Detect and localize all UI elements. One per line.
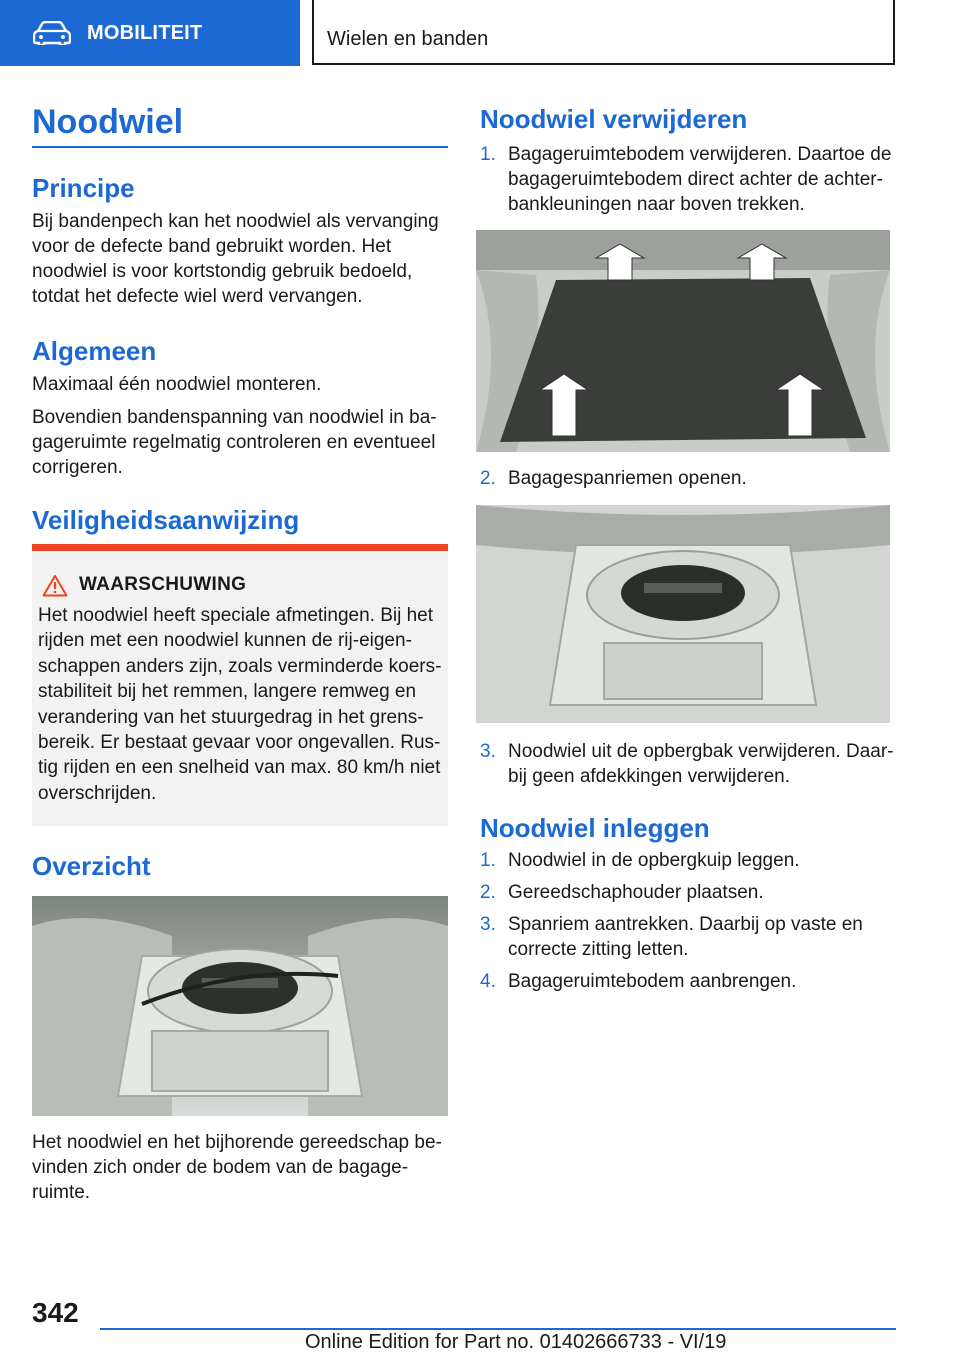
section-label: MOBILITEIT bbox=[87, 21, 203, 44]
warning-bar bbox=[32, 544, 448, 551]
warning-triangle-icon bbox=[42, 574, 68, 597]
step-number: 3. bbox=[480, 914, 496, 935]
overzicht-caption: Het noodwiel en het bijhorende gereedschap be-vinden zich onder de bodem van de bagage-ruimte. bbox=[32, 1132, 442, 1203]
step-text: Bagagespanriemen openen. bbox=[508, 468, 747, 489]
chapter-header bbox=[312, 0, 895, 65]
chapter-title: Wielen en banden bbox=[327, 28, 489, 50]
list-item bbox=[480, 848, 898, 873]
step-number: 2. bbox=[480, 882, 496, 903]
title-rule bbox=[32, 146, 448, 148]
step-text: Bagageruimtebodem aanbrengen. bbox=[508, 971, 797, 992]
list-item bbox=[480, 142, 898, 217]
verwijderen-step-list-a bbox=[480, 142, 898, 217]
step-number: 1. bbox=[480, 144, 496, 165]
warning-box bbox=[32, 544, 448, 826]
list-item bbox=[480, 912, 898, 962]
list-item bbox=[480, 880, 898, 905]
verwijderen-step-list-b bbox=[480, 466, 898, 491]
algemeen-text: Maximaal één noodwiel monteren. Bovendien bandenspanning van noodwiel in ba-gageruimte regelmatig controleren en eventueel corrigeren. bbox=[32, 374, 437, 478]
list-item bbox=[480, 466, 898, 491]
step-text: Gereedschaphouder plaatsen. bbox=[508, 882, 764, 903]
verwijderen-step-list-c bbox=[480, 739, 898, 789]
overzicht-heading: Overzicht bbox=[32, 851, 151, 881]
car-icon bbox=[33, 21, 71, 45]
inleggen-heading: Noodwiel inleggen bbox=[480, 813, 710, 843]
principe-text: Bij bandenpech kan het noodwiel als vervanging voor de defecte band gebruikt worden. Het noodwiel is voor kortstondig gebruik bedoeld, totdat het defecte wiel werd vervangen. bbox=[32, 211, 439, 307]
tie-down-straps-image bbox=[476, 505, 890, 723]
step-text: Noodwiel uit de opbergbak verwijderen. Daar-bij geen afdekkingen verwijderen. bbox=[508, 741, 894, 787]
step-text: Noodwiel in de opbergkuip leggen. bbox=[508, 850, 800, 871]
page-title: Noodwiel bbox=[32, 103, 184, 141]
spare-wheel-overview-image bbox=[32, 896, 448, 1116]
step-number: 2. bbox=[480, 468, 496, 489]
verwijderen-heading: Noodwiel verwijderen bbox=[480, 104, 748, 134]
step-text: Spanriem aantrekken. Daarbij op vaste en correcte zitting letten. bbox=[508, 914, 863, 960]
step-text: Bagageruimtebodem verwijderen. Daartoe de bagageruimtebodem direct achter de achter-bankleuningen naar boven trekken. bbox=[508, 144, 892, 215]
trunk-floor-image bbox=[476, 230, 890, 452]
step-number: 1. bbox=[480, 850, 496, 871]
algemeen-heading: Algemeen bbox=[32, 336, 157, 366]
veiligheid-heading: Veiligheidsaanwijzing bbox=[32, 505, 300, 535]
step-number: 3. bbox=[480, 741, 496, 762]
warning-text: Het noodwiel heeft speciale afmetingen. Bij het rijden met een noodwiel kunnen de rij-eigen-schappen anders zijn, zoals verminderde koers-stabiliteit bij het remmen, langere remweg en verandering van het stuurgedrag in het grens-bereik. Er bestaat gevaar voor ongevallen. Rus-tig rijden en een snelheid van max. 80 km/h niet overschrijden. bbox=[38, 605, 442, 804]
list-item bbox=[480, 969, 898, 994]
section-tab[interactable] bbox=[0, 0, 300, 66]
principe-heading: Principe bbox=[32, 173, 135, 203]
edition-text: Online Edition for Part no. 01402666733 - VI/19 bbox=[305, 1331, 727, 1353]
inleggen-step-list bbox=[480, 848, 898, 994]
page-number: 342 bbox=[32, 1297, 79, 1328]
warning-title: WAARSCHUWING bbox=[79, 574, 247, 595]
step-number: 4. bbox=[480, 971, 496, 992]
list-item bbox=[480, 739, 898, 789]
footer-rule bbox=[100, 1328, 896, 1330]
